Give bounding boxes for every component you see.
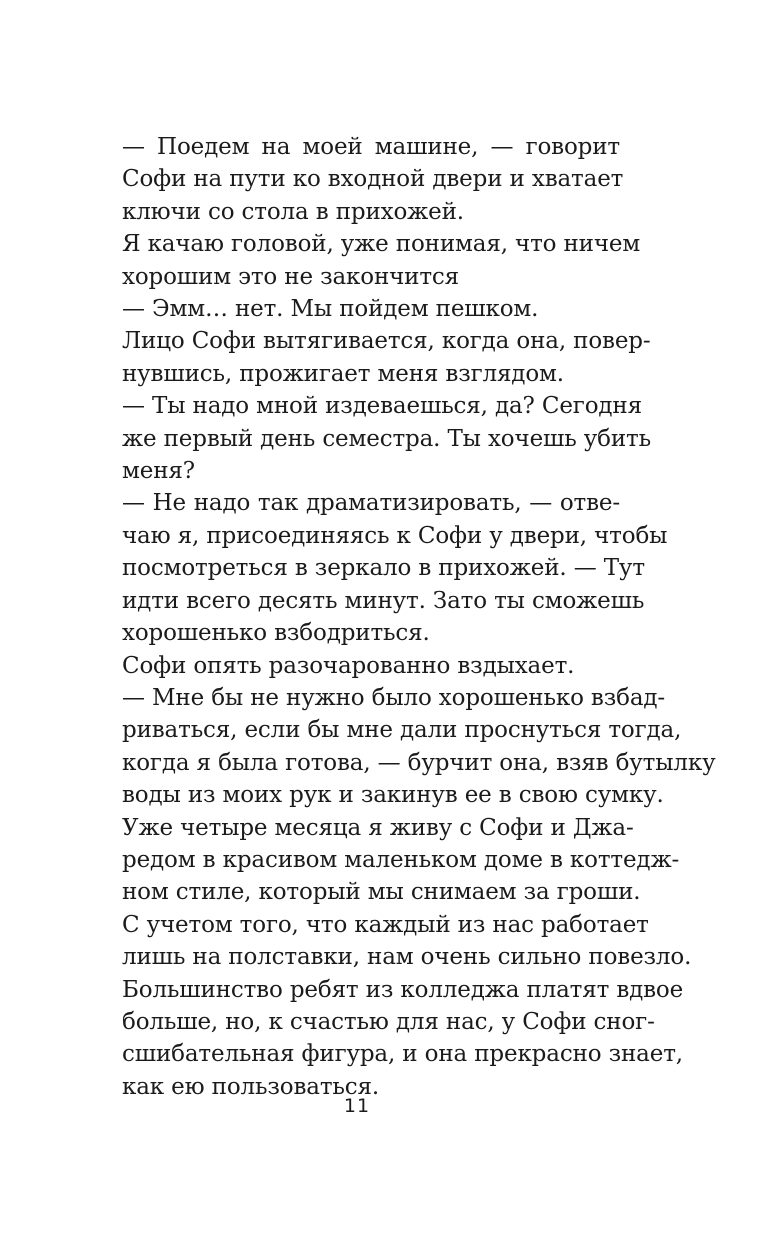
text-line: Лицо Софи вытягивается, когда она, повер- — [122, 328, 651, 355]
text-line: посмотреться в зеркало в прихожей. — Тут — [122, 555, 645, 582]
text-line: больше, но, к счастью для нас, у Софи сног- — [122, 1008, 655, 1035]
text-line: хорошим это не закончится — [122, 263, 460, 290]
text-line: ном стиле, который мы снимаем за гроши. — [122, 879, 641, 906]
text-line: сшибательная фигура, и она прекрасно знает, — [122, 1041, 683, 1068]
paragraph — [122, 131, 624, 228]
paragraph — [122, 228, 641, 293]
paragraph — [122, 390, 651, 487]
text-line: редом в красивом маленьком доме в коттедж- — [122, 846, 680, 873]
text-line: как ею пользоваться. — [122, 1073, 380, 1100]
text-line: Большинство ребят из колледжа платят вдвое — [122, 976, 684, 1003]
paragraph — [122, 293, 620, 325]
text-line: Я качаю головой, уже понимая, что ничем — [122, 231, 641, 258]
paragraph — [122, 650, 620, 682]
text-line: Софи на пути ко входной двери и хватает — [122, 166, 624, 193]
paragraph — [122, 682, 716, 812]
text-line: чаю я, присоединяясь к Софи у двери, чтобы — [122, 522, 668, 549]
text-line: хорошенько взбодриться. — [122, 620, 430, 647]
text-line: — Ты надо мной издеваешься, да? Сегодня — [122, 393, 642, 420]
text-line: — Поедем на моей машине, — говорит — [122, 134, 620, 160]
text-line: же первый день семестра. Ты хочешь убить — [122, 425, 651, 452]
page-number: 11 — [343, 1095, 371, 1117]
text-line: идти всего десять минут. Зато ты сможешь — [122, 587, 645, 614]
text-line: ключи со стола в прихожей. — [122, 198, 464, 225]
paragraph — [122, 812, 692, 1104]
text-line: риваться, если бы мне дали проснуться тогда, — [122, 717, 682, 744]
paragraph — [122, 325, 651, 390]
text-line: С учетом того, что каждый из нас работает — [122, 911, 649, 938]
text-line: когда я была готова, — бурчит она, взяв бутылку — [122, 749, 716, 776]
paragraph — [122, 487, 668, 649]
text-line: воды из моих рук и закинув ее в свою сумку. — [122, 782, 664, 809]
text-line: Уже четыре месяца я живу с Софи и Джа- — [122, 814, 634, 841]
text-line: меня? — [122, 458, 195, 485]
text-line: — Эмм… нет. Мы пойдем пешком. — [122, 296, 539, 323]
text-line: — Не надо так драматизировать, — отве- — [122, 490, 620, 517]
text-line: Софи опять разочарованно вздыхает. — [122, 652, 575, 679]
text-line: лишь на полставки, нам очень сильно повезло. — [122, 944, 692, 971]
body-text — [122, 131, 716, 1103]
text-line: — Мне бы не нужно было хорошенько взбад- — [122, 684, 666, 711]
text-line: нувшись, прожигает меня взглядом. — [122, 360, 564, 387]
